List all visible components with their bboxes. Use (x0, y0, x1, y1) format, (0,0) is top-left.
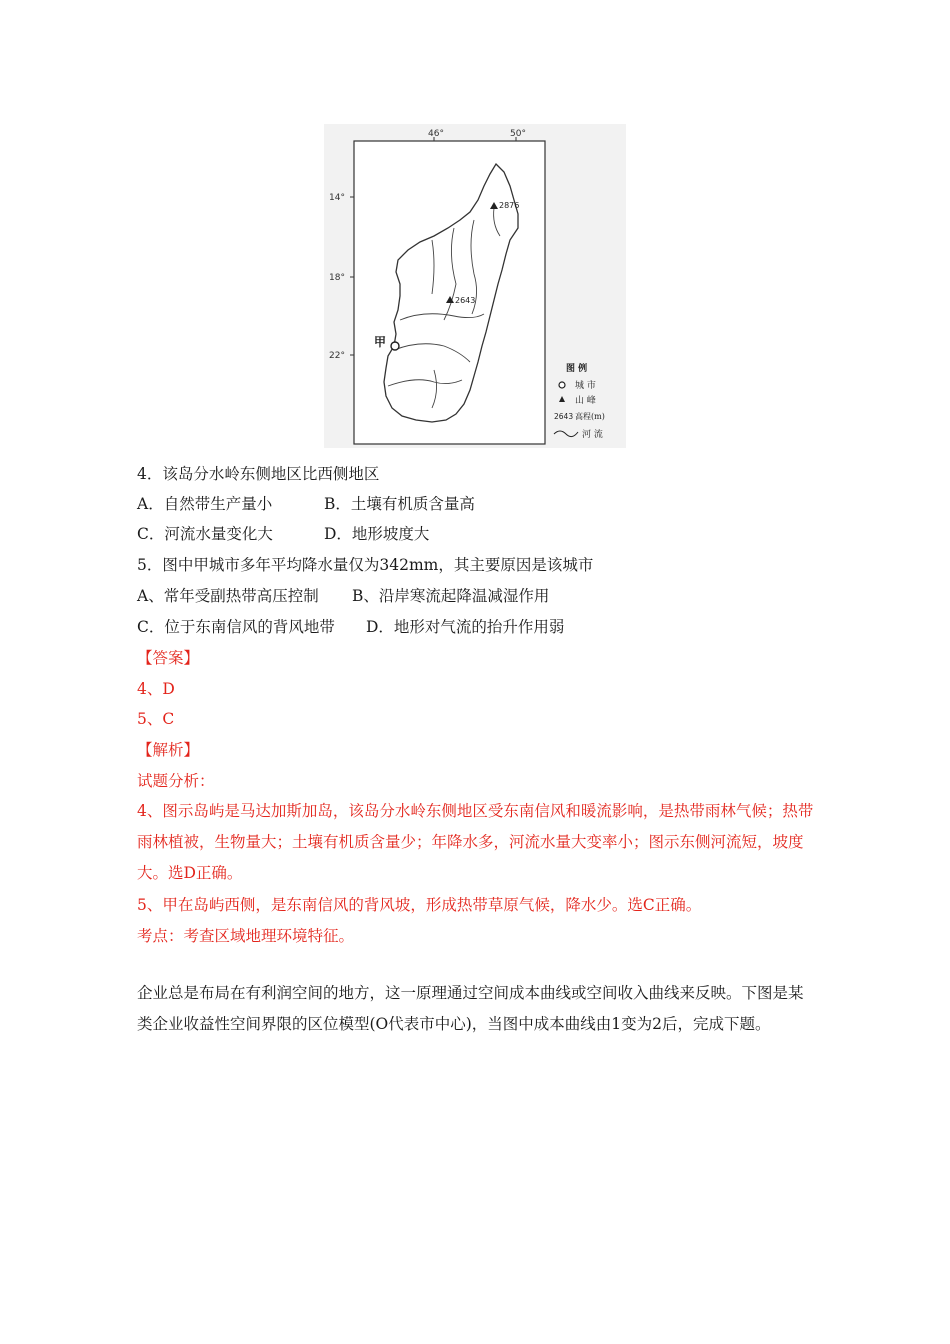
lat-18-label: 18° (329, 273, 345, 283)
legend-river-label: 河 流 (582, 430, 603, 440)
q5-option-d: D．地形对气流的抬升作用弱 (366, 618, 565, 636)
q5-option-b: B、沿岸寒流起降温减湿作用 (352, 587, 550, 605)
lon-50-label: 50° (510, 129, 526, 139)
answer-4: 4、D (137, 680, 175, 698)
analysis-point: 考点：考查区域地理环境特征。 (137, 927, 355, 945)
lat-22-label: 22° (329, 351, 345, 361)
lon-46-label: 46° (428, 129, 444, 139)
q4-option-b: B．土壤有机质含量高 (324, 495, 475, 513)
answer-5: 5、C (137, 710, 175, 728)
legend-city-icon (559, 382, 565, 388)
q4-option-a: A．自然带生产量小 (137, 495, 273, 513)
answer-heading: 【答案】 (137, 649, 200, 667)
lat-14-label: 14° (329, 193, 345, 203)
analysis-intro: 试题分析： (137, 772, 215, 790)
city-icon (391, 342, 399, 350)
q4-option-d: D．地形坡度大 (324, 525, 430, 543)
analysis-q5: 5、甲在岛屿西侧，是东南信风的背风坡，形成热带草原气候，降水少。选C正确。 (137, 896, 702, 914)
q5-option-a: A、常年受副热带高压控制 (137, 587, 319, 605)
legend-city-label: 城 市 (575, 381, 596, 391)
city-jia-label: 甲 (374, 335, 387, 349)
next-question-intro: 企业总是布局在有利润空间的地方，这一原理通过空间成本曲线或空间收入曲线来反映。下图是某类企业收益性空间界限的区位模型(O代表市中心)，当图中成本曲线由1变为2后，完成下题。 (137, 984, 804, 1033)
q4-stem: 4．该岛分水岭东侧地区比西侧地区 (137, 465, 380, 483)
legend-title: 图 例 (566, 364, 588, 374)
madagascar-map (324, 124, 626, 448)
analysis-q4: 4、图示岛屿是马达加斯加岛，该岛分水岭东侧地区受东南信风和暖流影响，是热带雨林气候；热带雨林植被，生物量大；土壤有机质含量少；年降水多，河流水量大变率小；图示东侧河流短，坡度大。选D正确。 (137, 802, 814, 882)
analysis-heading: 【解析】 (137, 741, 200, 759)
legend-elev-label: 高程(m) (575, 412, 605, 421)
q5-stem: 5．图中甲城市多年平均降水量仅为342mm，其主要原因是该城市 (137, 556, 594, 574)
legend-elev-number: 2643 (554, 412, 574, 421)
legend-peak-label: 山 峰 (575, 396, 596, 406)
q4-option-c: C．河流水量变化大 (137, 525, 273, 543)
peak-2876-label: 2876 (499, 201, 520, 210)
peak-2643-label: 2643 (455, 296, 476, 305)
q5-option-c: C．位于东南信风的背风地带 (137, 618, 335, 636)
